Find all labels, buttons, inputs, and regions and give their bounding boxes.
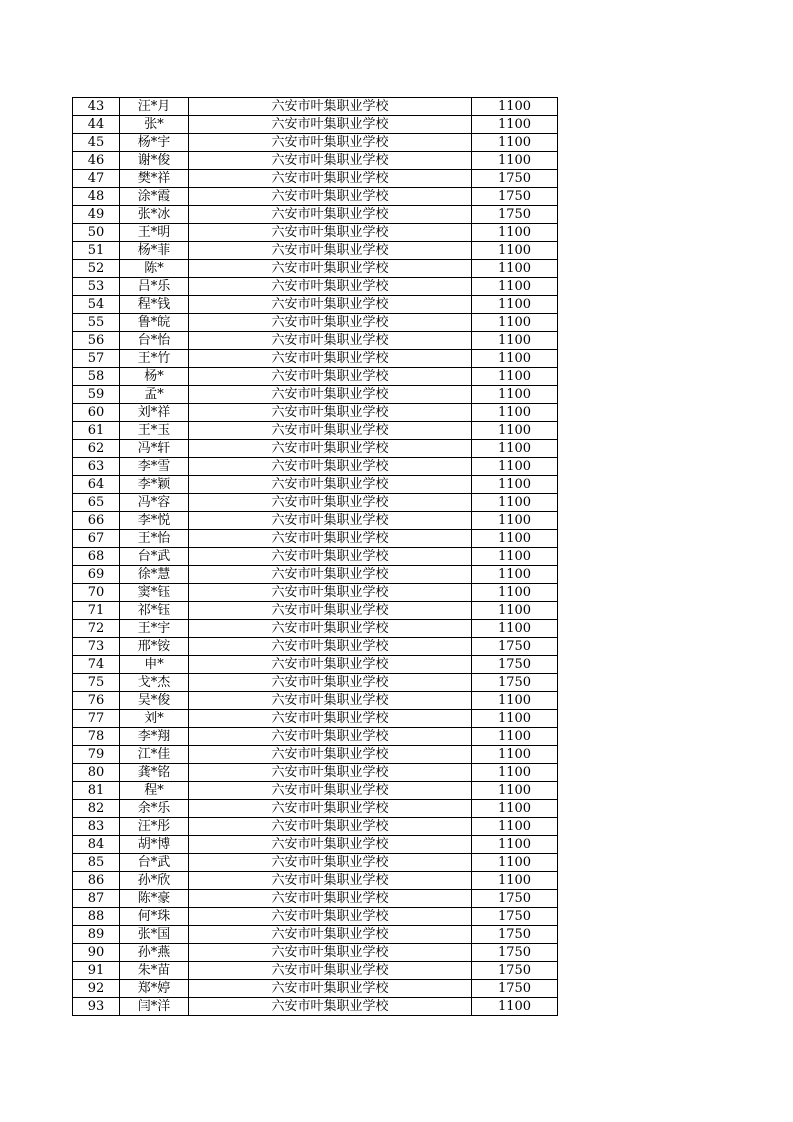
student-name-cell: 杨*菲 [120,242,189,260]
school-name-cell: 六安市叶集职业学校 [189,440,472,458]
school-name-cell: 六安市叶集职业学校 [189,872,472,890]
student-name-cell: 张*冰 [120,206,189,224]
row-number-cell: 82 [73,800,120,818]
amount-cell: 1100 [472,296,558,314]
table-row [73,926,558,944]
table-body [73,98,558,1016]
amount-cell: 1100 [472,692,558,710]
school-name-cell: 六安市叶集职业学校 [189,962,472,980]
student-name-cell: 台*武 [120,548,189,566]
table-row [73,134,558,152]
amount-cell: 1100 [472,224,558,242]
student-name-cell: 郑*婷 [120,980,189,998]
amount-cell: 1100 [472,602,558,620]
amount-cell: 1750 [472,944,558,962]
amount-cell: 1100 [472,494,558,512]
amount-cell: 1750 [472,980,558,998]
table-row [73,854,558,872]
student-name-cell: 台*怡 [120,332,189,350]
table-row [73,296,558,314]
student-name-cell: 刘* [120,710,189,728]
row-number-cell: 91 [73,962,120,980]
student-name-cell: 杨*宇 [120,134,189,152]
amount-cell: 1100 [472,152,558,170]
row-number-cell: 61 [73,422,120,440]
row-number-cell: 71 [73,602,120,620]
school-name-cell: 六安市叶集职业学校 [189,458,472,476]
school-name-cell: 六安市叶集职业学校 [189,692,472,710]
table-row [73,962,558,980]
amount-cell: 1100 [472,800,558,818]
table-row [73,152,558,170]
student-name-cell: 闫*洋 [120,998,189,1016]
table-row [73,512,558,530]
school-name-cell: 六安市叶集职业学校 [189,818,472,836]
student-name-cell: 涂*霞 [120,188,189,206]
row-number-cell: 62 [73,440,120,458]
amount-cell: 1750 [472,170,558,188]
student-name-cell: 谢*俊 [120,152,189,170]
amount-cell: 1100 [472,314,558,332]
table-row [73,170,558,188]
row-number-cell: 79 [73,746,120,764]
table-row [73,386,558,404]
table-row [73,674,558,692]
amount-cell: 1750 [472,962,558,980]
student-name-cell: 余*乐 [120,800,189,818]
row-number-cell: 72 [73,620,120,638]
row-number-cell: 55 [73,314,120,332]
amount-cell: 1100 [472,404,558,422]
amount-cell: 1100 [472,728,558,746]
amount-cell: 1100 [472,476,558,494]
table-row [73,800,558,818]
table-row [73,692,558,710]
amount-cell: 1100 [472,782,558,800]
student-name-cell: 窦*钰 [120,584,189,602]
school-name-cell: 六安市叶集职业学校 [189,494,472,512]
school-name-cell: 六安市叶集职业学校 [189,260,472,278]
amount-cell: 1100 [472,368,558,386]
school-name-cell: 六安市叶集职业学校 [189,476,472,494]
amount-cell: 1100 [472,584,558,602]
student-name-cell: 李*悦 [120,512,189,530]
school-name-cell: 六安市叶集职业学校 [189,710,472,728]
amount-cell: 1100 [472,242,558,260]
row-number-cell: 90 [73,944,120,962]
amount-cell: 1100 [472,386,558,404]
row-number-cell: 68 [73,548,120,566]
amount-cell: 1100 [472,134,558,152]
amount-cell: 1100 [472,998,558,1016]
school-name-cell: 六安市叶集职业学校 [189,530,472,548]
school-name-cell: 六安市叶集职业学校 [189,188,472,206]
table-row [73,566,558,584]
row-number-cell: 75 [73,674,120,692]
amount-cell: 1100 [472,116,558,134]
row-number-cell: 60 [73,404,120,422]
table-row [73,746,558,764]
row-number-cell: 51 [73,242,120,260]
student-name-cell: 龚*铭 [120,764,189,782]
student-name-cell: 吴*俊 [120,692,189,710]
student-name-cell: 孟* [120,386,189,404]
student-name-cell: 孙*燕 [120,944,189,962]
student-name-cell: 张*国 [120,926,189,944]
row-number-cell: 52 [73,260,120,278]
row-number-cell: 92 [73,980,120,998]
table-row [73,350,558,368]
row-number-cell: 50 [73,224,120,242]
table-row [73,728,558,746]
school-name-cell: 六安市叶集职业学校 [189,98,472,116]
table-row [73,476,558,494]
student-name-cell: 王*竹 [120,350,189,368]
table-row [73,422,558,440]
student-name-cell: 戈*杰 [120,674,189,692]
table-row [73,278,558,296]
school-name-cell: 六安市叶集职业学校 [189,278,472,296]
student-name-cell: 李*雪 [120,458,189,476]
student-name-cell: 陈* [120,260,189,278]
student-name-cell: 何*珠 [120,908,189,926]
row-number-cell: 54 [73,296,120,314]
amount-cell: 1100 [472,512,558,530]
student-name-cell: 朱*苗 [120,962,189,980]
school-name-cell: 六安市叶集职业学校 [189,908,472,926]
student-name-cell: 汪*月 [120,98,189,116]
amount-cell: 1750 [472,188,558,206]
student-name-cell: 孙*欣 [120,872,189,890]
table-row [73,890,558,908]
table-row [73,872,558,890]
school-name-cell: 六安市叶集职业学校 [189,998,472,1016]
row-number-cell: 64 [73,476,120,494]
table-row [73,494,558,512]
table-row [73,908,558,926]
amount-cell: 1100 [472,548,558,566]
row-number-cell: 63 [73,458,120,476]
row-number-cell: 48 [73,188,120,206]
student-name-cell: 申* [120,656,189,674]
row-number-cell: 80 [73,764,120,782]
amount-cell: 1100 [472,332,558,350]
student-name-cell: 王*宇 [120,620,189,638]
amount-cell: 1100 [472,764,558,782]
school-name-cell: 六安市叶集职业学校 [189,566,472,584]
amount-cell: 1100 [472,836,558,854]
school-name-cell: 六安市叶集职业学校 [189,782,472,800]
row-number-cell: 45 [73,134,120,152]
school-name-cell: 六安市叶集职业学校 [189,584,472,602]
school-name-cell: 六安市叶集职业学校 [189,116,472,134]
amount-cell: 1100 [472,440,558,458]
row-number-cell: 87 [73,890,120,908]
school-name-cell: 六安市叶集职业学校 [189,314,472,332]
table-row [73,998,558,1016]
student-name-cell: 祁*钰 [120,602,189,620]
student-name-cell: 王*玉 [120,422,189,440]
table-row [73,332,558,350]
school-name-cell: 六安市叶集职业学校 [189,800,472,818]
row-number-cell: 74 [73,656,120,674]
table-row [73,188,558,206]
school-name-cell: 六安市叶集职业学校 [189,170,472,188]
student-name-cell: 李*翔 [120,728,189,746]
school-name-cell: 六安市叶集职业学校 [189,512,472,530]
row-number-cell: 73 [73,638,120,656]
table-row [73,224,558,242]
student-name-cell: 樊*祥 [120,170,189,188]
table-row [73,818,558,836]
table-row [73,98,558,116]
row-number-cell: 67 [73,530,120,548]
amount-cell: 1100 [472,458,558,476]
school-name-cell: 六安市叶集职业学校 [189,836,472,854]
school-name-cell: 六安市叶集职业学校 [189,890,472,908]
amount-cell: 1750 [472,890,558,908]
amount-cell: 1100 [472,620,558,638]
row-number-cell: 83 [73,818,120,836]
amount-cell: 1750 [472,656,558,674]
row-number-cell: 66 [73,512,120,530]
row-number-cell: 77 [73,710,120,728]
school-name-cell: 六安市叶集职业学校 [189,224,472,242]
row-number-cell: 69 [73,566,120,584]
row-number-cell: 59 [73,386,120,404]
table-row [73,836,558,854]
row-number-cell: 76 [73,692,120,710]
row-number-cell: 43 [73,98,120,116]
student-name-cell: 汪*彤 [120,818,189,836]
row-number-cell: 84 [73,836,120,854]
row-number-cell: 86 [73,872,120,890]
student-name-cell: 徐*慧 [120,566,189,584]
amount-cell: 1100 [472,98,558,116]
table-row [73,548,558,566]
table-row [73,638,558,656]
school-name-cell: 六安市叶集职业学校 [189,152,472,170]
student-name-cell: 冯*轩 [120,440,189,458]
school-name-cell: 六安市叶集职业学校 [189,548,472,566]
table-row [73,260,558,278]
school-name-cell: 六安市叶集职业学校 [189,296,472,314]
school-name-cell: 六安市叶集职业学校 [189,980,472,998]
student-name-cell: 邢*铵 [120,638,189,656]
table-row [73,368,558,386]
school-name-cell: 六安市叶集职业学校 [189,242,472,260]
amount-cell: 1750 [472,674,558,692]
school-name-cell: 六安市叶集职业学校 [189,368,472,386]
row-number-cell: 57 [73,350,120,368]
student-name-cell: 冯*容 [120,494,189,512]
school-name-cell: 六安市叶集职业学校 [189,350,472,368]
table-row [73,620,558,638]
student-name-cell: 王*怡 [120,530,189,548]
amount-cell: 1100 [472,350,558,368]
table-row [73,656,558,674]
student-name-cell: 鲁*皖 [120,314,189,332]
row-number-cell: 46 [73,152,120,170]
row-number-cell: 65 [73,494,120,512]
student-name-cell: 刘*祥 [120,404,189,422]
row-number-cell: 88 [73,908,120,926]
student-name-cell: 台*武 [120,854,189,872]
amount-cell: 1100 [472,530,558,548]
amount-cell: 1100 [472,710,558,728]
student-name-cell: 杨* [120,368,189,386]
school-name-cell: 六安市叶集职业学校 [189,746,472,764]
row-number-cell: 53 [73,278,120,296]
student-name-cell: 张* [120,116,189,134]
school-name-cell: 六安市叶集职业学校 [189,206,472,224]
school-name-cell: 六安市叶集职业学校 [189,620,472,638]
row-number-cell: 89 [73,926,120,944]
school-name-cell: 六安市叶集职业学校 [189,602,472,620]
school-name-cell: 六安市叶集职业学校 [189,854,472,872]
row-number-cell: 56 [73,332,120,350]
table-row [73,206,558,224]
subsidy-table [72,97,558,1016]
table-row [73,404,558,422]
amount-cell: 1100 [472,818,558,836]
school-name-cell: 六安市叶集职业学校 [189,944,472,962]
school-name-cell: 六安市叶集职业学校 [189,728,472,746]
amount-cell: 1100 [472,278,558,296]
student-name-cell: 江*佳 [120,746,189,764]
table-row [73,242,558,260]
table-row [73,764,558,782]
amount-cell: 1100 [472,872,558,890]
table-row [73,530,558,548]
student-name-cell: 胡*博 [120,836,189,854]
student-name-cell: 程* [120,782,189,800]
school-name-cell: 六安市叶集职业学校 [189,656,472,674]
school-name-cell: 六安市叶集职业学校 [189,134,472,152]
amount-cell: 1100 [472,422,558,440]
amount-cell: 1750 [472,206,558,224]
school-name-cell: 六安市叶集职业学校 [189,926,472,944]
amount-cell: 1750 [472,926,558,944]
table-row [73,602,558,620]
table-row [73,314,558,332]
amount-cell: 1100 [472,260,558,278]
row-number-cell: 85 [73,854,120,872]
school-name-cell: 六安市叶集职业学校 [189,422,472,440]
amount-cell: 1100 [472,746,558,764]
table-row [73,710,558,728]
table-row [73,980,558,998]
amount-cell: 1100 [472,566,558,584]
table-row [73,944,558,962]
school-name-cell: 六安市叶集职业学校 [189,386,472,404]
school-name-cell: 六安市叶集职业学校 [189,332,472,350]
row-number-cell: 47 [73,170,120,188]
table-row [73,458,558,476]
student-name-cell: 陈*豪 [120,890,189,908]
row-number-cell: 93 [73,998,120,1016]
row-number-cell: 70 [73,584,120,602]
amount-cell: 1100 [472,854,558,872]
row-number-cell: 81 [73,782,120,800]
table-row [73,782,558,800]
amount-cell: 1750 [472,908,558,926]
row-number-cell: 44 [73,116,120,134]
row-number-cell: 49 [73,206,120,224]
table-row [73,440,558,458]
student-name-cell: 吕*乐 [120,278,189,296]
table-row [73,584,558,602]
amount-cell: 1750 [472,638,558,656]
student-name-cell: 程*钱 [120,296,189,314]
row-number-cell: 58 [73,368,120,386]
school-name-cell: 六安市叶集职业学校 [189,764,472,782]
school-name-cell: 六安市叶集职业学校 [189,404,472,422]
row-number-cell: 78 [73,728,120,746]
school-name-cell: 六安市叶集职业学校 [189,674,472,692]
student-name-cell: 王*明 [120,224,189,242]
school-name-cell: 六安市叶集职业学校 [189,638,472,656]
table-row [73,116,558,134]
student-name-cell: 李*颖 [120,476,189,494]
